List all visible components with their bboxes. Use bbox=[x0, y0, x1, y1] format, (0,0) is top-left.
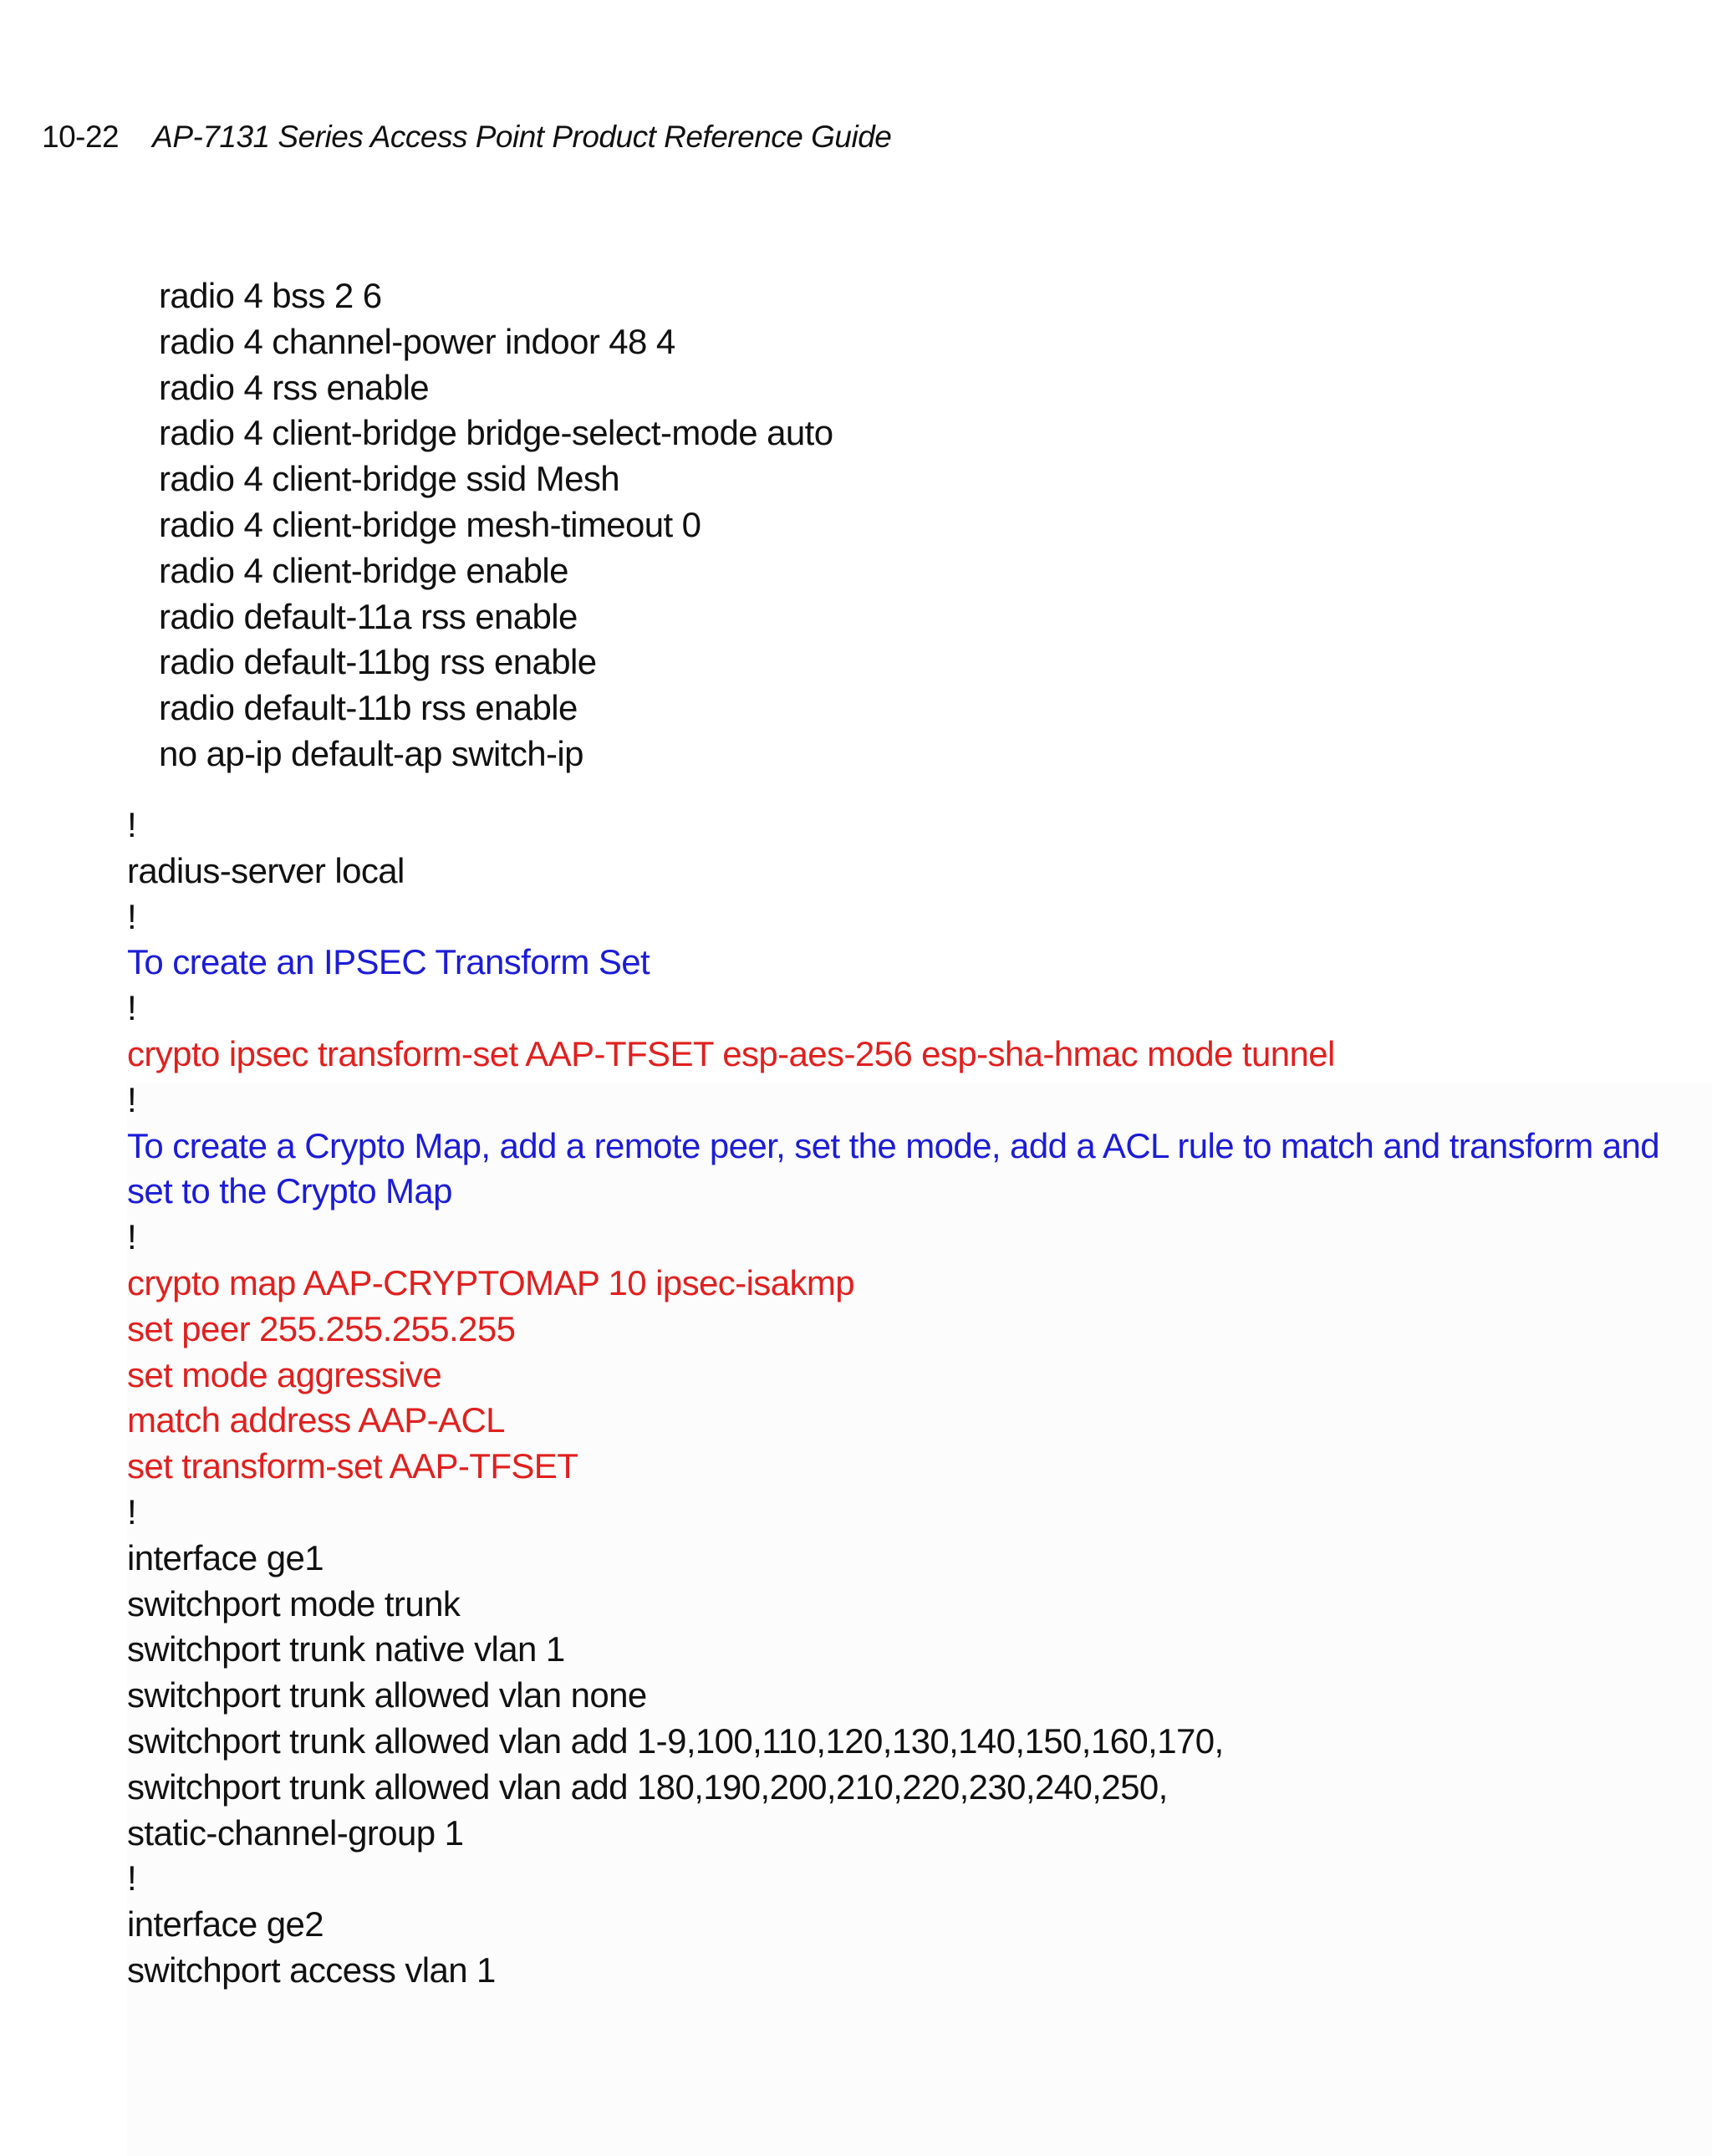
config-line: switchport trunk allowed vlan add 1-9,100,110,120,130,140,150,160,170, bbox=[127, 1720, 1224, 1761]
config-line: ! bbox=[127, 896, 137, 936]
config-line: ! bbox=[127, 1491, 137, 1532]
config-line: radio 4 client-bridge ssid Mesh bbox=[159, 459, 620, 499]
config-line: ! bbox=[127, 805, 137, 844]
comment-line: To create a Crypto Map, add a remote peer, set the mode, add a ACL rule to match and transform and bbox=[127, 1125, 1660, 1165]
config-line: ! bbox=[127, 1079, 137, 1119]
crypto-command-line: crypto map AAP-CRYPTOMAP 10 ipsec-isakmp bbox=[127, 1262, 854, 1302]
config-line: ! bbox=[127, 1858, 137, 1899]
indented-config-block bbox=[159, 273, 833, 777]
guide-title: AP-7131 Series Access Point Product Reference Guide bbox=[152, 120, 892, 154]
config-line: switchport trunk native vlan 1 bbox=[127, 1629, 565, 1669]
config-line: radio default-11b rss enable bbox=[159, 688, 578, 728]
config-line: radio 4 client-bridge mesh-timeout 0 bbox=[159, 504, 701, 544]
config-line: radio default-11bg rss enable bbox=[159, 642, 597, 682]
crypto-command-line: crypto ipsec transform-set AAP-TFSET esp-aes-256 esp-sha-hmac mode tunnel bbox=[127, 1033, 1335, 1073]
config-line: static-channel-group 1 bbox=[127, 1812, 464, 1853]
config-line: no ap-ip default-ap switch-ip bbox=[159, 733, 583, 773]
config-line: switchport trunk allowed vlan add 180,190,200,210,220,230,240,250, bbox=[127, 1766, 1168, 1807]
crypto-command-line: set transform-set AAP-TFSET bbox=[127, 1446, 578, 1486]
comment-line: To create an IPSEC Transform Set bbox=[127, 942, 650, 982]
config-line: ! bbox=[127, 988, 137, 1028]
comment-line: set to the Crypto Map bbox=[127, 1171, 452, 1211]
crypto-command-line: set mode aggressive bbox=[127, 1354, 442, 1394]
crypto-command-line: match address AAP-ACL bbox=[127, 1400, 505, 1440]
page-header bbox=[42, 118, 891, 156]
config-line: radius-server local bbox=[127, 850, 405, 890]
config-line: interface ge1 bbox=[127, 1537, 324, 1577]
config-line: ! bbox=[127, 1217, 137, 1257]
config-line: radio 4 bss 2 6 bbox=[159, 276, 382, 315]
config-line: radio default-11a rss enable bbox=[159, 596, 578, 636]
crypto-command-line: set peer 255.255.255.255 bbox=[127, 1308, 516, 1348]
config-line: switchport mode trunk bbox=[127, 1583, 461, 1623]
config-line: radio 4 rss enable bbox=[159, 367, 430, 407]
config-line: switchport access vlan 1 bbox=[127, 1950, 496, 1990]
page-number: 10-22 bbox=[42, 120, 120, 154]
config-line: interface ge2 bbox=[127, 1904, 324, 1944]
config-line: switchport trunk allowed vlan none bbox=[127, 1675, 647, 1715]
config-line: radio 4 channel-power indoor 48 4 bbox=[159, 321, 675, 361]
config-line: radio 4 client-bridge enable bbox=[159, 550, 568, 590]
config-listing bbox=[127, 803, 1659, 1994]
config-line: radio 4 client-bridge bridge-select-mode auto bbox=[159, 413, 833, 453]
